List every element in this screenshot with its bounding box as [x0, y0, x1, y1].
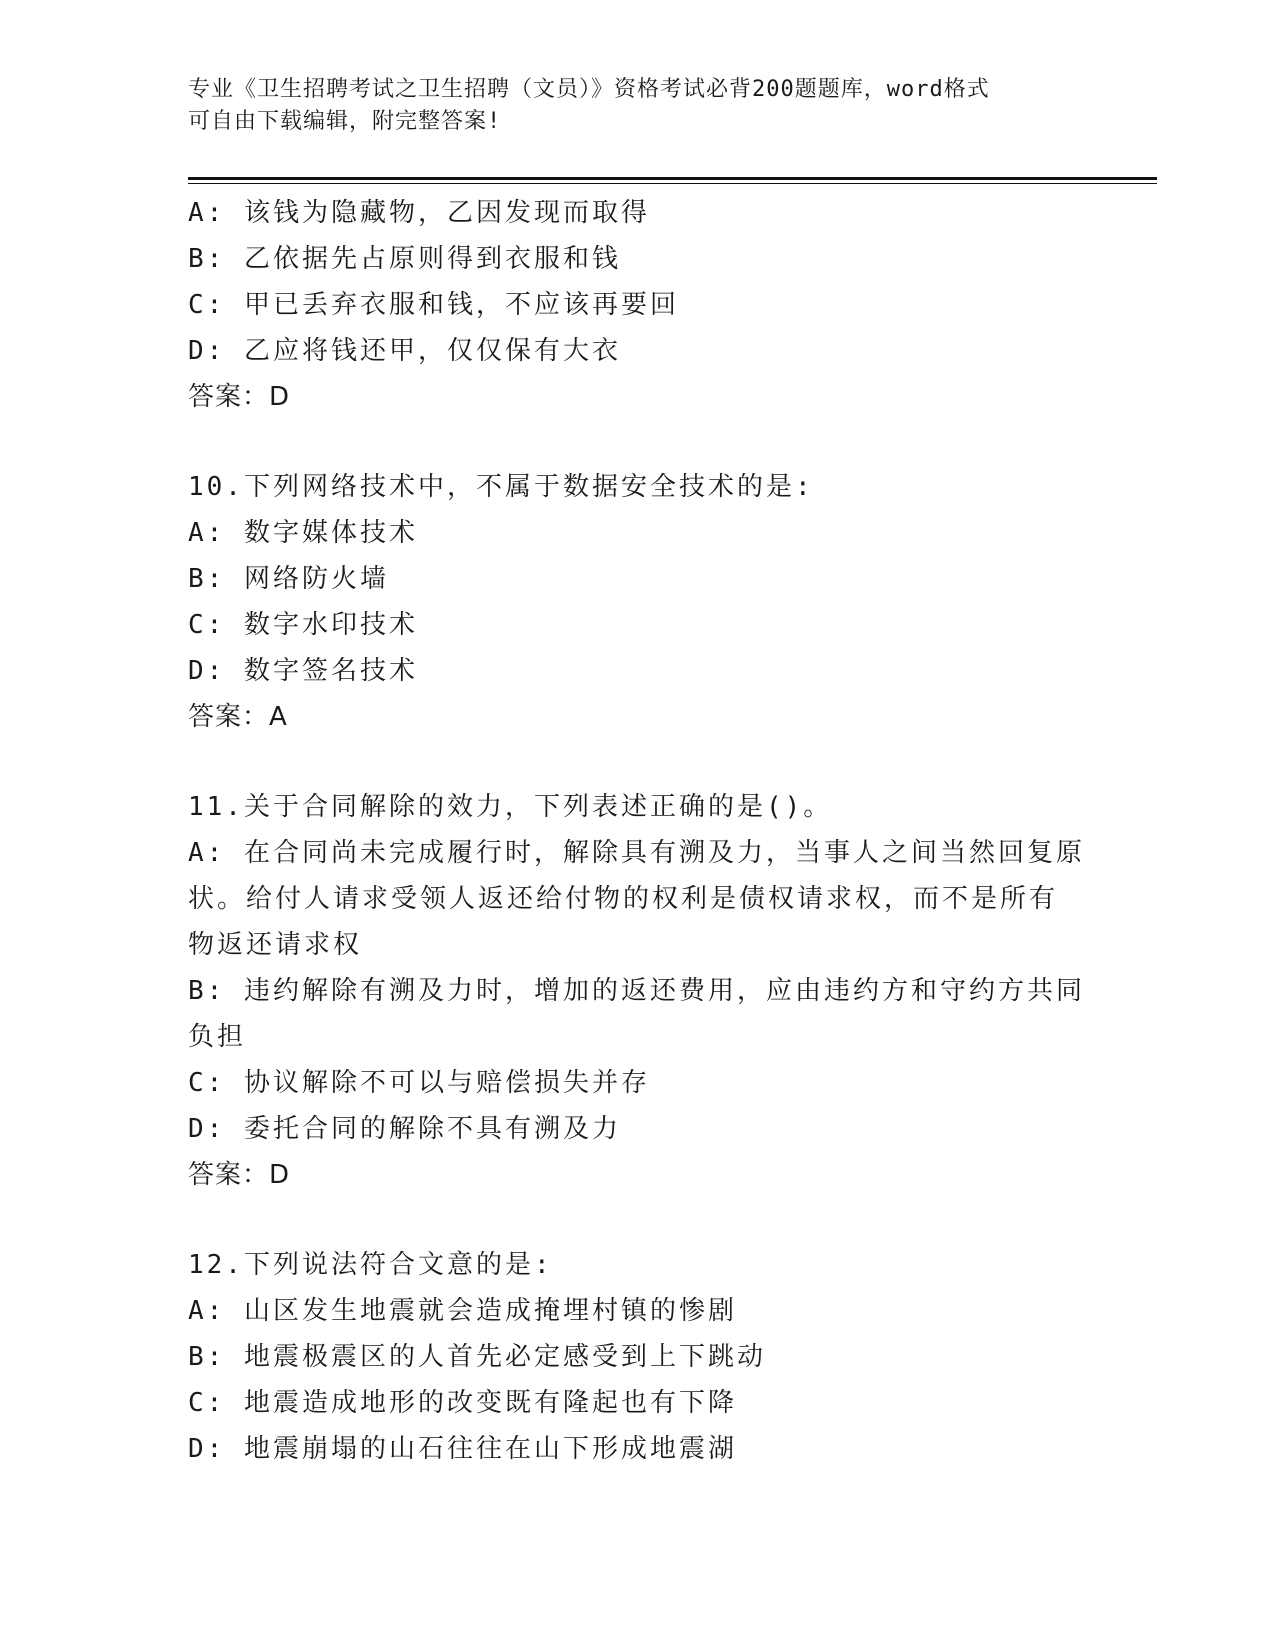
header-line-2: 可自由下载编辑，附完整答案!	[188, 109, 502, 134]
option-a-line-2: 状。给付人请求受领人返还给付物的权利是债权请求权，而不是所有	[188, 884, 1059, 914]
option-d: D: 委托合同的解除不具有溯及力	[188, 1114, 621, 1144]
question-10-block	[188, 464, 1088, 740]
answer-line: 答案：A	[188, 702, 288, 732]
option-c: C: 协议解除不可以与赔偿损失并存	[188, 1068, 650, 1098]
option-a: A: 山区发生地震就会造成掩埋村镇的惨剧	[188, 1296, 737, 1326]
option-a-line-3: 物返还请求权	[188, 930, 363, 960]
header-rule-thick	[188, 177, 1157, 180]
option-b-line-1: B: 违约解除有溯及力时，增加的返还费用，应由违约方和守约方共同	[188, 976, 1085, 1006]
question-9-block	[188, 190, 1088, 420]
answer-line: 答案：D	[188, 1160, 291, 1190]
option-b-line-2: 负担	[188, 1022, 247, 1052]
question-text: 10.下列网络技术中，不属于数据安全技术的是:	[188, 472, 814, 502]
header-rule-thin	[188, 183, 1157, 184]
question-list	[188, 190, 1088, 1472]
option-d: D: 乙应将钱还甲，仅仅保有大衣	[188, 336, 621, 366]
option-d: D: 地震崩塌的山石往往在山下形成地震湖	[188, 1434, 737, 1464]
option-a-line-1: A: 在合同尚未完成履行时，解除具有溯及力，当事人之间当然回复原	[188, 838, 1085, 868]
question-12-block	[188, 1242, 1088, 1472]
option-b: B: 乙依据先占原则得到衣服和钱	[188, 244, 621, 274]
option-a: A: 该钱为隐藏物，乙因发现而取得	[188, 198, 650, 228]
option-b: B: 地震极震区的人首先必定感受到上下跳动	[188, 1342, 766, 1372]
document-header	[188, 74, 1088, 138]
option-c: C: 地震造成地形的改变既有隆起也有下降	[188, 1388, 737, 1418]
question-text: 12.下列说法符合文意的是:	[188, 1250, 553, 1280]
option-c: C: 甲已丢弃衣服和钱，不应该再要回	[188, 290, 679, 320]
option-b: B: 网络防火墙	[188, 564, 389, 594]
question-11-block	[188, 784, 1088, 1198]
answer-line: 答案：D	[188, 382, 291, 412]
option-d: D: 数字签名技术	[188, 656, 418, 686]
header-line-1: 专业《卫生招聘考试之卫生招聘（文员）》资格考试必背200题题库，word格式	[188, 77, 990, 102]
option-c: C: 数字水印技术	[188, 610, 418, 640]
question-text: 11.关于合同解除的效力，下列表述正确的是()。	[188, 792, 833, 822]
option-a: A: 数字媒体技术	[188, 518, 418, 548]
